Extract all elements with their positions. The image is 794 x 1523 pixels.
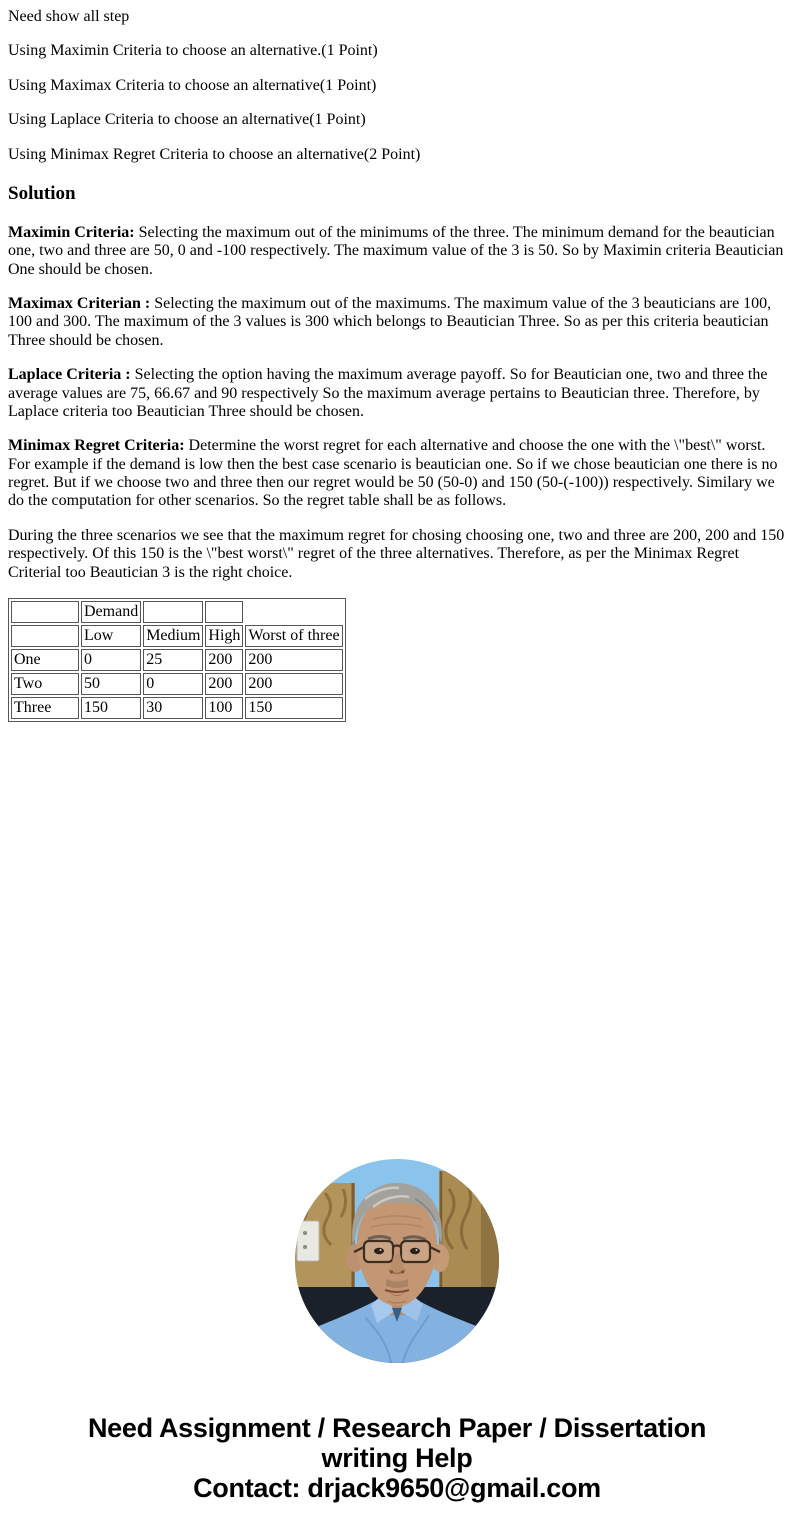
table-cell: Two (11, 673, 79, 695)
instructor-portrait-image (295, 1159, 499, 1363)
footer-line-2: writing Help (321, 1443, 473, 1474)
table-cell (143, 601, 203, 623)
table-cell: 30 (143, 697, 203, 719)
table-cell (11, 601, 79, 623)
maximax-label: Maximax Criterian : (8, 294, 151, 312)
table-cell: High (205, 625, 243, 647)
table-cell: Three (11, 697, 79, 719)
table-cell: Medium (143, 625, 203, 647)
table-row (11, 625, 343, 647)
table-cell: 200 (205, 673, 243, 695)
table-row (11, 601, 343, 623)
table-cell: 100 (205, 697, 243, 719)
table-cell: 0 (81, 649, 141, 671)
table-row (11, 673, 343, 695)
minimax-regret-label: Minimax Regret Criteria: (8, 437, 185, 455)
table-cell: 0 (143, 673, 203, 695)
table-cell (205, 601, 243, 623)
intro-line-3: Using Maximax Criteria to choose an alternative(1 Point) (8, 76, 377, 94)
solution-heading: Solution (8, 182, 76, 204)
table-cell (11, 625, 79, 647)
table-cell: 200 (205, 649, 243, 671)
table-cell: 150 (81, 697, 141, 719)
table-cell: 200 (245, 649, 342, 671)
laplace-text: Selecting the option having the maximum average payoff. So for Beautician one, two and three the average values are 75, 66.67 and 90 respectively So the maximum average pertains to Beautician three. Therefore, by Laplace criteria too Beautician Three should be chosen. (8, 366, 768, 420)
minimax-regret-paragraph (8, 437, 786, 511)
intro-line-4: Using Laplace Criteria to choose an alternative(1 Point) (8, 111, 366, 129)
maximin-label: Maximin Criteria: (8, 223, 135, 241)
intro-line-5: Using Minimax Regret Criteria to choose an alternative(2 Point) (8, 145, 421, 163)
table-row (11, 697, 343, 719)
table-cell: Low (81, 625, 141, 647)
footer-banner (8, 1413, 786, 1503)
table-cell: 50 (81, 673, 141, 695)
footer-contact-email: Contact: drjack9650@gmail.com (193, 1473, 601, 1504)
intro-line-2: Using Maximin Criteria to choose an alternative.(1 Point) (8, 42, 378, 60)
table-cell: 25 (143, 649, 203, 671)
minimax-regret-text: Determine the worst regret for each alternative and choose the one with the \"best\" worst. For example if the demand is low then the best case scenario is beautician one. So if we chose beautician one there is no regret. But if we choose two and three then our regret would be 50 (50-0) and 150 (50-(-100)) respectively. Similary we do the computation for other scenarios. So the regret table shall be as follows. (8, 437, 778, 510)
table-cell: 150 (245, 697, 342, 719)
laplace-label: Laplace Criteria : (8, 366, 131, 384)
maximax-text: Selecting the maximum out of the maximums. The maximum value of the 3 beauticians are 100, 100 and 300. The maximum of the 3 values is 300 which belongs to Beautician Three. So as per this criteria beautician Three should be chosen. (8, 294, 772, 349)
regret-table (8, 598, 346, 722)
maximax-paragraph (8, 295, 786, 350)
table-row (11, 649, 343, 671)
photo-section (8, 1159, 786, 1368)
table-cell: One (11, 649, 79, 671)
closing-paragraph: During the three scenarios we see that the maximum regret for chosing choosing one, two and three are 200, 200 and 150 respectively. Of this 150 is the \"best worst\" regret of the three alternatives. Therefore, as per the Minimax Regret Criterial too Beautician 3 is the right choice. (8, 526, 785, 581)
laplace-paragraph (8, 366, 786, 421)
maximin-paragraph (8, 224, 786, 279)
maximin-text: Selecting the maximum out of the minimums of the three. The minimum demand for the beautician one, two and three are 50, 0 and -100 respectively. The maximum value of the 3 is 50. So by Maximin criteria Beautician One should be chosen. (8, 223, 784, 278)
intro-line-1: Need show all step (8, 8, 130, 25)
table-cell: Worst of three (245, 625, 342, 647)
footer-line-1: Need Assignment / Research Paper / Dissertation (87, 1413, 707, 1444)
table-cell: 200 (245, 673, 342, 695)
table-cell: Demand (81, 601, 141, 623)
